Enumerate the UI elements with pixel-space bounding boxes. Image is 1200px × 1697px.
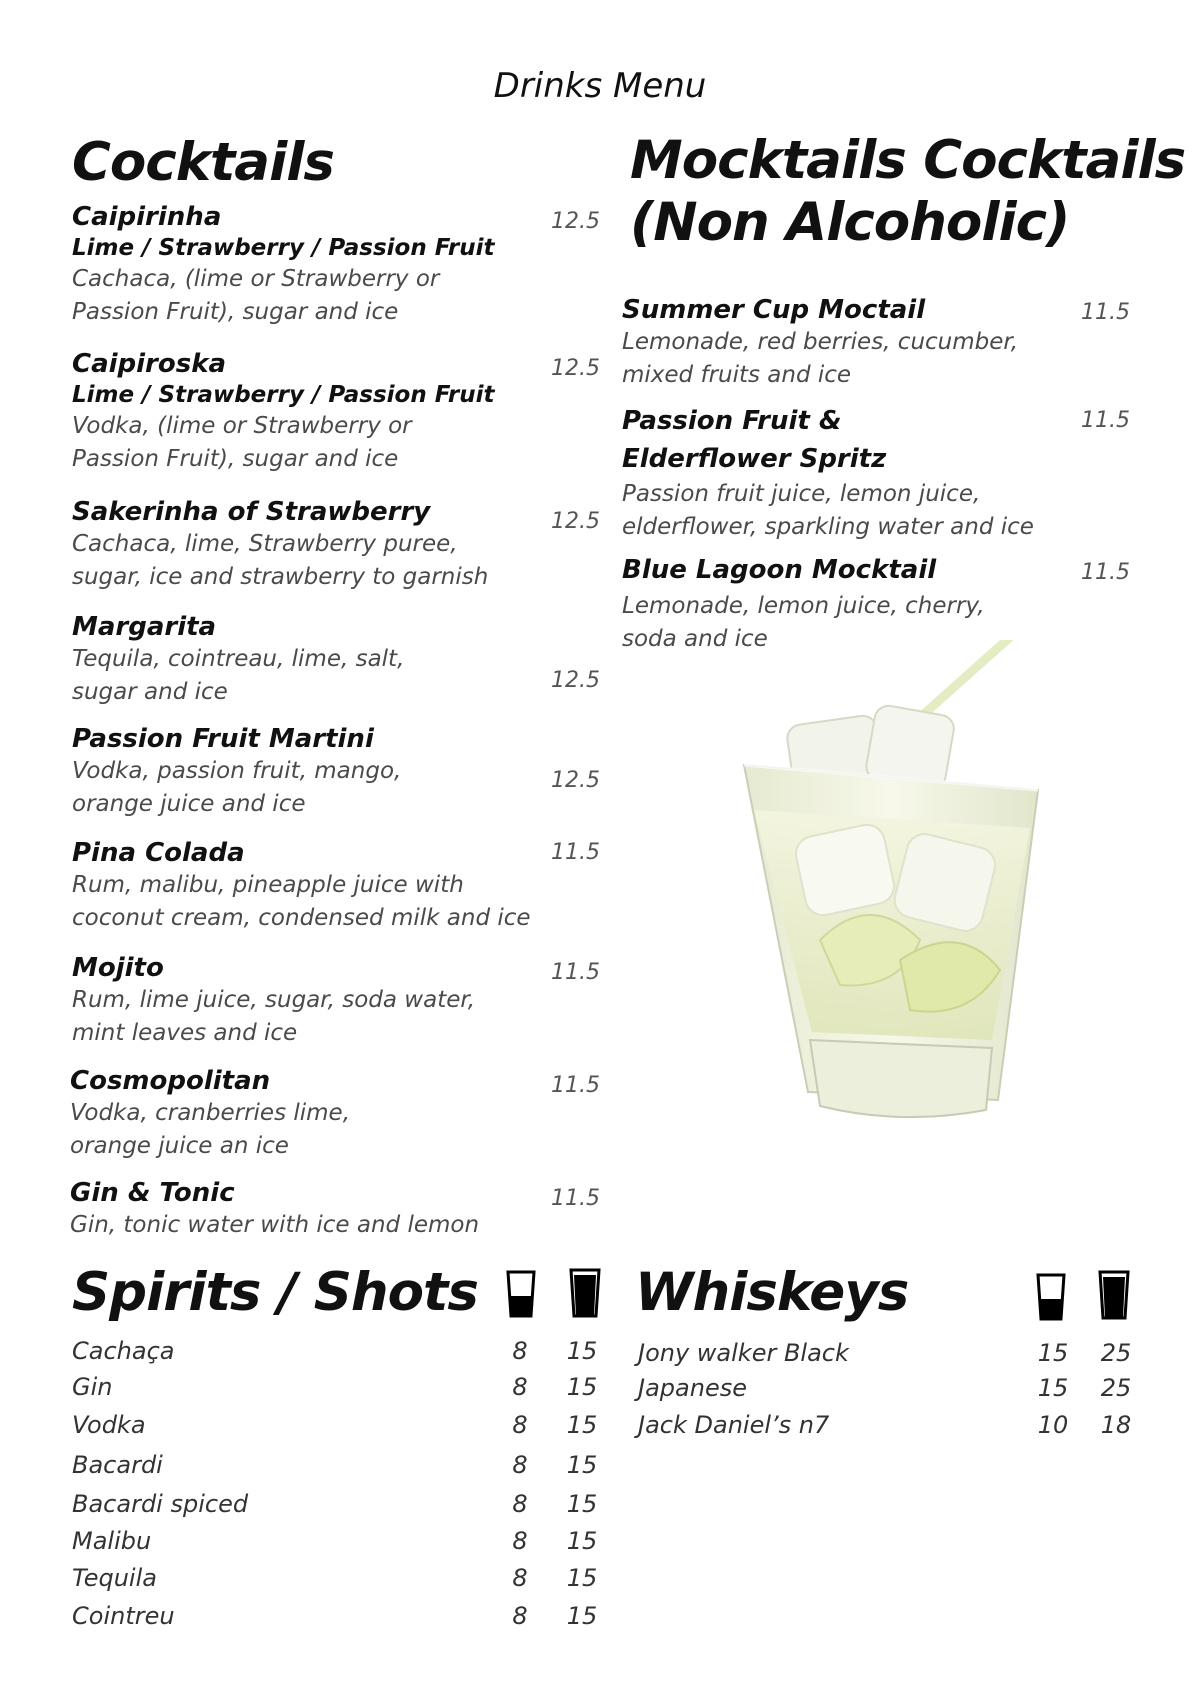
mocktails-heading-line: (Non Alcoholic) — [630, 192, 1070, 253]
menu-item-caipirinha — [72, 201, 494, 329]
menu-item-sakerinha — [72, 496, 488, 594]
item-description: sugar, ice and strawberry to garnish — [72, 564, 489, 590]
item-description: Tequila, cointreau, lime, salt, — [72, 646, 405, 672]
single-price: 8 — [512, 1564, 528, 1592]
spirit-row — [72, 1490, 612, 1524]
menu-item-pina-colada — [72, 837, 531, 935]
double-price: 15 — [566, 1411, 598, 1439]
item-description: elderflower, sparkling water and ice — [622, 514, 1034, 540]
spirit-row — [72, 1527, 612, 1561]
spirit-name: Gin — [72, 1373, 113, 1401]
item-price: 11.5 — [551, 1073, 600, 1098]
item-price: 12.5 — [551, 509, 600, 534]
mocktails-heading-line: Mocktails Cocktails — [630, 130, 1186, 191]
spirit-name: Vodka — [72, 1411, 146, 1439]
item-subtitle: Lime / Strawberry / Passion Fruit — [72, 235, 495, 261]
item-description: Cachaca, lime, Strawberry puree, — [72, 531, 458, 557]
item-price: 12.5 — [551, 356, 600, 381]
item-price: 12.5 — [551, 209, 600, 234]
spirit-row — [72, 1451, 612, 1485]
single-price: 15 — [1037, 1339, 1069, 1367]
item-price: 11.5 — [551, 1186, 600, 1211]
caipirinha-glass-photo — [730, 640, 1090, 1140]
item-description: soda and ice — [622, 626, 768, 652]
menu-item-passion-fruit-martini — [72, 723, 401, 821]
spirit-name: Cointreu — [72, 1602, 175, 1630]
whiskey-row — [638, 1374, 1158, 1408]
mocktails-heading — [630, 130, 1185, 254]
item-description: mint leaves and ice — [72, 1020, 298, 1046]
item-name: Mojito — [72, 953, 164, 983]
double-price: 15 — [566, 1337, 598, 1365]
single-price: 8 — [512, 1337, 528, 1365]
single-price: 8 — [512, 1411, 528, 1439]
item-name: Pina Colada — [72, 838, 245, 868]
item-name: Caipiroska — [72, 349, 227, 379]
item-description: Gin, tonic water with ice and lemon — [70, 1212, 480, 1238]
item-description: Vodka, passion fruit, mango, — [72, 758, 402, 784]
spirit-name: Bacardi — [72, 1451, 163, 1479]
item-price: 11.5 — [1081, 560, 1130, 585]
item-name: Elderflower Spritz — [622, 444, 887, 474]
item-name: Passion Fruit Martini — [72, 724, 374, 754]
double-price: 15 — [566, 1373, 598, 1401]
whiskey-name: Jony walker Black — [638, 1339, 849, 1367]
menu-item-passion-fruit-elderflower — [622, 402, 1034, 544]
spirit-name: Tequila — [72, 1564, 157, 1592]
single-price: 8 — [512, 1373, 528, 1401]
double-measure-glass-icon — [1098, 1270, 1130, 1320]
item-description: coconut cream, condensed milk and ice — [72, 905, 531, 931]
menu-item-summer-cup — [622, 294, 1018, 392]
spirits-heading: Spirits / Shots — [72, 1262, 478, 1323]
whiskeys-heading: Whiskeys — [635, 1262, 909, 1323]
spirit-row — [72, 1602, 612, 1636]
item-description: orange juice an ice — [70, 1133, 289, 1159]
item-description: orange juice and ice — [72, 791, 306, 817]
double-price: 15 — [566, 1602, 598, 1630]
single-price: 8 — [512, 1451, 528, 1479]
spirit-row — [72, 1337, 612, 1371]
item-subtitle: Lime / Strawberry / Passion Fruit — [72, 382, 495, 408]
item-price: 11.5 — [1081, 408, 1130, 433]
item-name: Blue Lagoon Mocktail — [622, 555, 937, 585]
page-title: Drinks Menu — [493, 66, 707, 106]
menu-item-mojito — [72, 952, 475, 1050]
single-measure-glass-icon — [1036, 1273, 1066, 1321]
item-description: sugar and ice — [72, 679, 228, 705]
spirit-name: Bacardi spiced — [72, 1490, 249, 1518]
double-price: 15 — [566, 1490, 598, 1518]
whiskey-name: Jack Daniel’s n7 — [638, 1411, 830, 1439]
item-description: Cachaca, (lime or Strawberry or — [72, 266, 440, 292]
item-name: Cosmopolitan — [70, 1066, 271, 1096]
single-measure-glass-icon — [506, 1270, 536, 1318]
item-price: 12.5 — [551, 668, 600, 693]
double-price: 15 — [566, 1564, 598, 1592]
item-name: Summer Cup Moctail — [622, 295, 926, 325]
menu-item-gin-tonic — [70, 1177, 479, 1242]
item-price: 12.5 — [551, 768, 600, 793]
single-price: 8 — [512, 1490, 528, 1518]
item-name: Passion Fruit & — [622, 406, 842, 436]
spirit-name: Malibu — [72, 1527, 152, 1555]
double-measure-glass-icon — [569, 1268, 601, 1318]
spirit-row — [72, 1373, 612, 1407]
item-description: Lemonade, red berries, cucumber, — [622, 329, 1019, 355]
item-name: Sakerinha of Strawberry — [72, 497, 431, 527]
item-description: mixed fruits and ice — [622, 362, 852, 388]
single-price: 8 — [512, 1527, 528, 1555]
item-price: 11.5 — [551, 840, 600, 865]
item-name: Caipirinha — [72, 202, 222, 232]
item-name: Gin & Tonic — [70, 1178, 235, 1208]
item-description: Passion Fruit), sugar and ice — [72, 299, 399, 325]
double-price: 18 — [1100, 1411, 1132, 1439]
spirit-row — [72, 1564, 612, 1598]
whiskey-name: Japanese — [638, 1374, 747, 1402]
double-price: 25 — [1100, 1374, 1132, 1402]
item-price: 11.5 — [1081, 300, 1130, 325]
menu-item-margarita — [72, 611, 404, 709]
double-price: 15 — [566, 1451, 598, 1479]
single-price: 8 — [512, 1602, 528, 1630]
item-description: Vodka, cranberries lime, — [70, 1100, 351, 1126]
item-description: Passion Fruit), sugar and ice — [72, 446, 399, 472]
double-price: 15 — [566, 1527, 598, 1555]
item-description: Lemonade, lemon juice, cherry, — [622, 593, 985, 619]
double-price: 25 — [1100, 1339, 1132, 1367]
item-price: 11.5 — [551, 960, 600, 985]
single-price: 15 — [1037, 1374, 1069, 1402]
whiskey-row — [638, 1411, 1158, 1445]
single-price: 10 — [1037, 1411, 1069, 1439]
spirit-row — [72, 1411, 612, 1445]
item-description: Rum, malibu, pineapple juice with — [72, 872, 464, 898]
whiskey-row — [638, 1339, 1158, 1373]
item-description: Passion fruit juice, lemon juice, — [622, 481, 981, 507]
item-name: Margarita — [72, 612, 217, 642]
menu-item-cosmopolitan — [70, 1065, 350, 1163]
menu-item-caipiroska — [72, 348, 494, 476]
cocktails-heading: Cocktails — [72, 132, 334, 193]
spirit-name: Cachaça — [72, 1337, 175, 1365]
item-description: Vodka, (lime or Strawberry or — [72, 413, 412, 439]
item-description: Rum, lime juice, sugar, soda water, — [72, 987, 476, 1013]
